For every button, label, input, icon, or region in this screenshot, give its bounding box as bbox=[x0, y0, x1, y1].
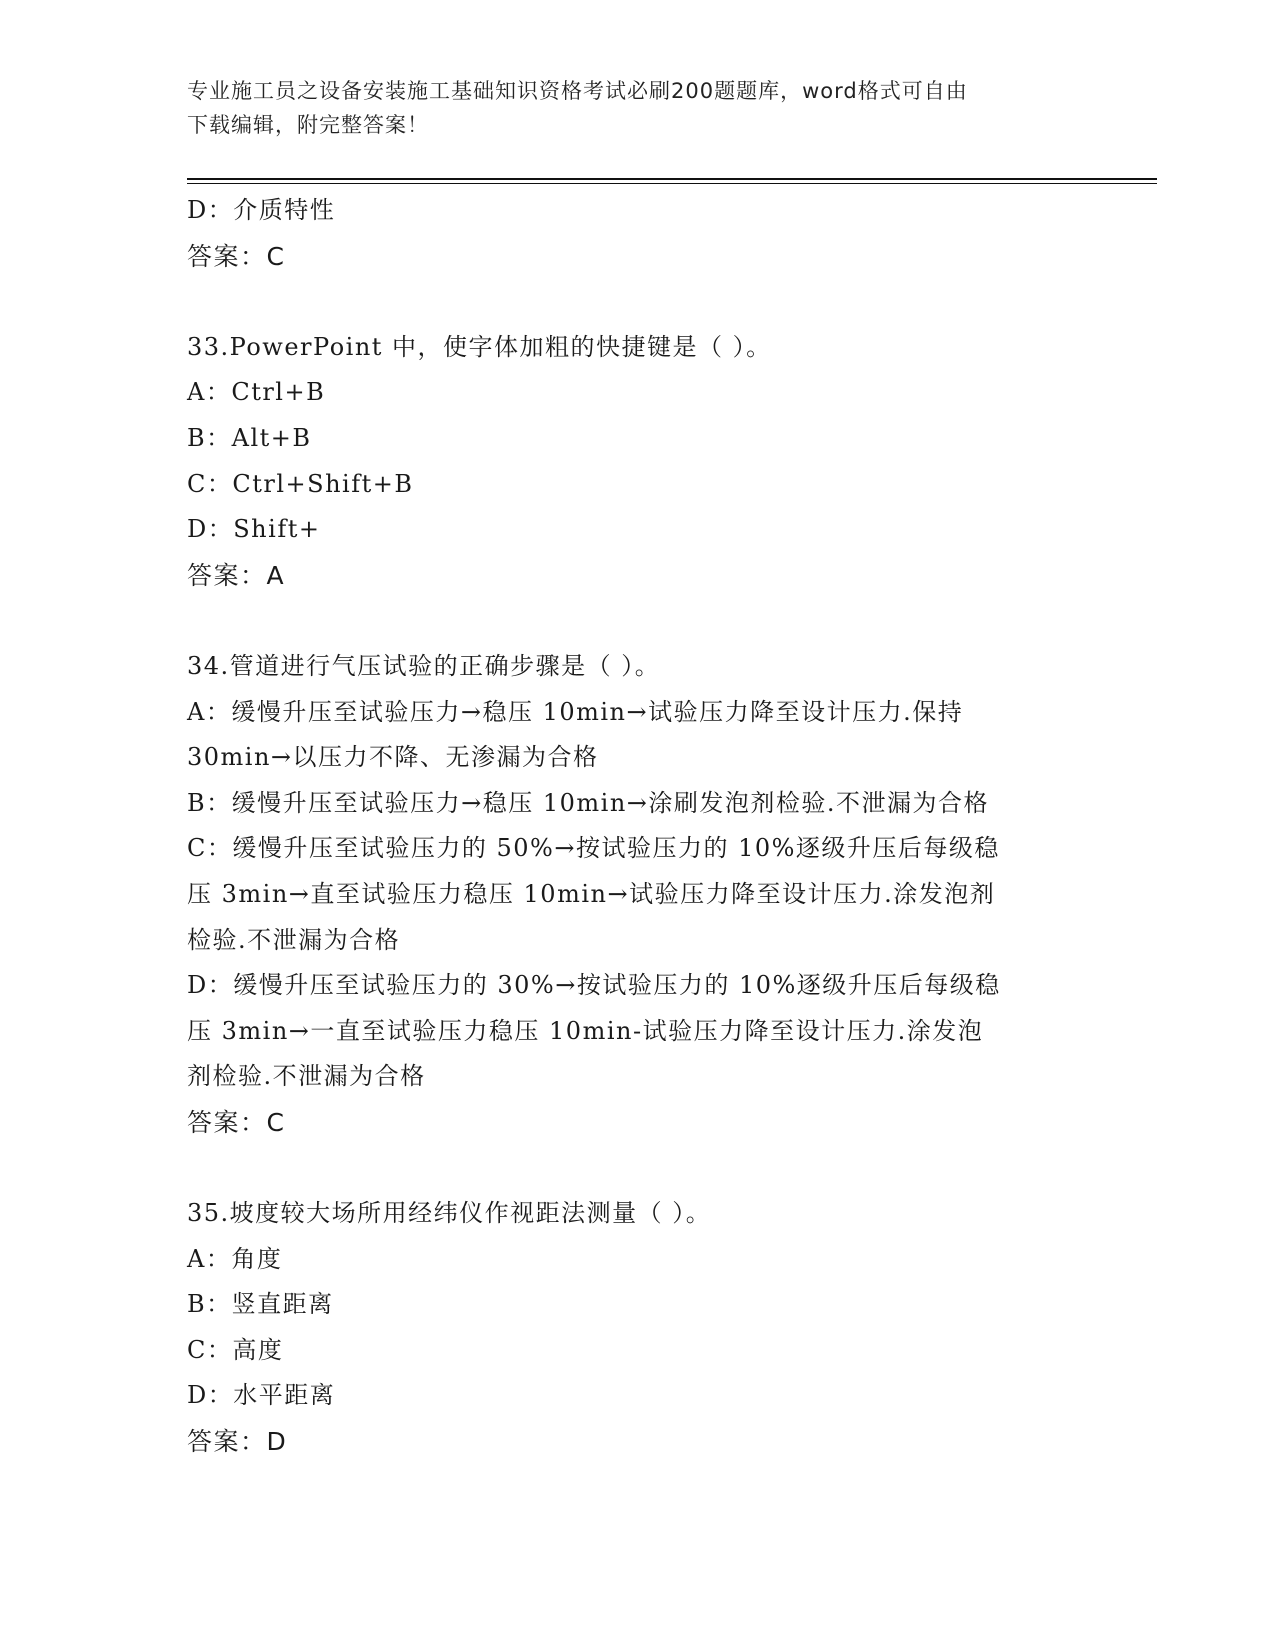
option-b: B：Alt+B bbox=[187, 423, 312, 452]
option-a: A：角度 bbox=[187, 1244, 283, 1273]
page-header bbox=[187, 74, 1077, 142]
option-d: D：Shift+ bbox=[187, 515, 321, 544]
spacer bbox=[187, 598, 1087, 644]
answer-line: 答案：D bbox=[187, 1427, 288, 1457]
document-body bbox=[187, 188, 1087, 1465]
option-d: D：水平距离 bbox=[187, 1381, 336, 1410]
option-d: D：介质特性 bbox=[187, 196, 336, 224]
option-a-line-2: 30min→以压力不降、无渗漏为合格 bbox=[187, 743, 599, 772]
option-c-line-1: C：缓慢升压至试验压力的 50%→按试验压力的 10%逐级升压后每级稳 bbox=[187, 834, 1000, 863]
question-34 bbox=[187, 644, 1087, 1146]
header-divider-thick bbox=[187, 178, 1157, 180]
answer-line: 答案：A bbox=[187, 560, 286, 590]
question-33 bbox=[187, 325, 1087, 599]
header-line-1: 专业施工员之设备安装施工基础知识资格考试必刷200题题库，word格式可自由 bbox=[187, 79, 968, 103]
option-c-line-2: 压 3min→直至试验压力稳压 10min→试验压力降至设计压力.涂发泡剂 bbox=[187, 879, 996, 908]
option-b: B：竖直距离 bbox=[187, 1290, 334, 1319]
option-d-line-3: 剂检验.不泄漏为合格 bbox=[187, 1062, 426, 1091]
question-stem: 33.PowerPoint 中，使字体加粗的快捷键是（ ）。 bbox=[187, 332, 772, 361]
option-a-line-1: A：缓慢升压至试验压力→稳压 10min→试验压力降至设计压力.保持 bbox=[187, 697, 964, 726]
question-stem: 34.管道进行气压试验的正确步骤是（ ）。 bbox=[187, 651, 661, 680]
option-c: C：Ctrl+Shift+B bbox=[187, 469, 414, 498]
spacer bbox=[187, 1145, 1087, 1191]
option-c: C：高度 bbox=[187, 1335, 284, 1364]
header-divider-thin bbox=[187, 183, 1157, 184]
answer-line: 答案：C bbox=[187, 241, 286, 271]
option-d-line-2: 压 3min→一直至试验压力稳压 10min-试验压力降至设计压力.涂发泡 bbox=[187, 1016, 984, 1045]
spacer bbox=[187, 279, 1087, 325]
option-d-line-1: D：缓慢升压至试验压力的 30%→按试验压力的 10%逐级升压后每级稳 bbox=[187, 971, 1001, 1000]
option-a: A：Ctrl+B bbox=[187, 378, 326, 407]
option-c-line-3: 检验.不泄漏为合格 bbox=[187, 925, 401, 954]
header-line-2: 下载编辑，附完整答案！ bbox=[187, 113, 429, 137]
question-stem: 35.坡度较大场所用经纬仪作视距法测量（ ）。 bbox=[187, 1199, 712, 1228]
answer-line: 答案：C bbox=[187, 1107, 286, 1137]
question-35 bbox=[187, 1191, 1087, 1465]
option-b: B：缓慢升压至试验压力→稳压 10min→涂刷发泡剂检验.不泄漏为合格 bbox=[187, 788, 990, 817]
